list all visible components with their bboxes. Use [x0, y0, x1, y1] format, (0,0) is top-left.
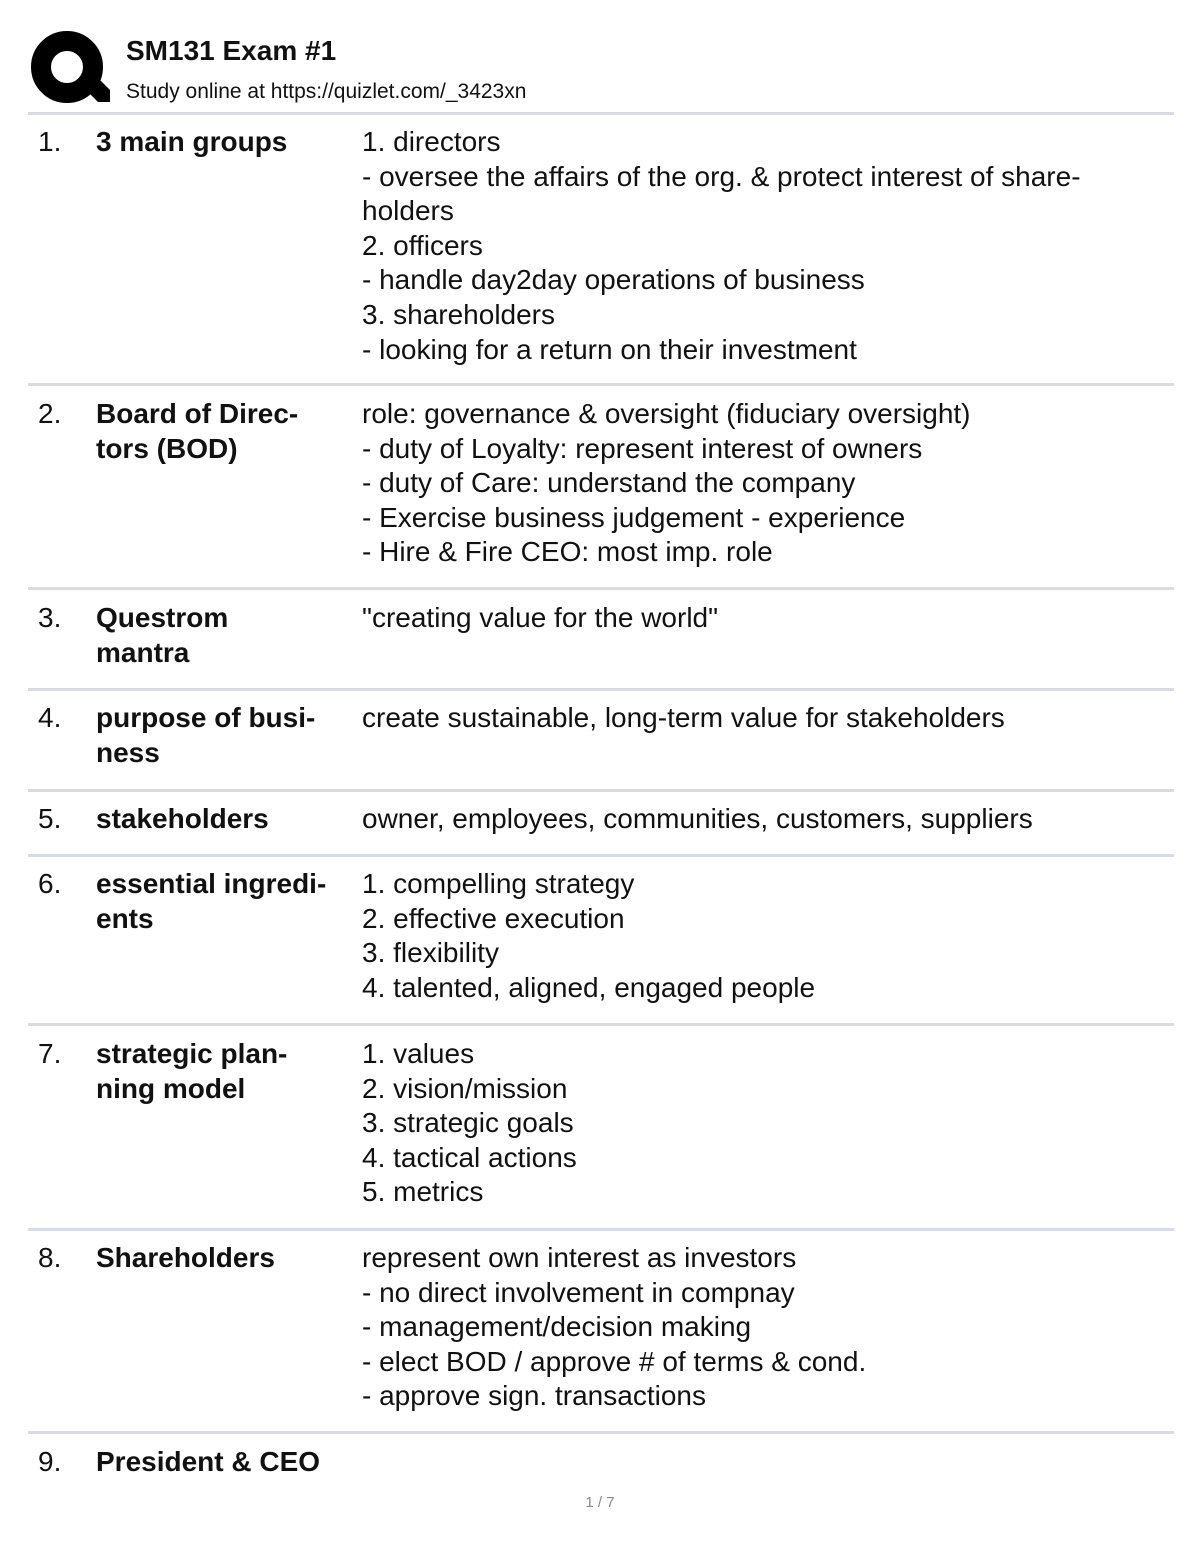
card-term: purpose of busi- ness	[96, 702, 316, 768]
card-definition: represent own interest as investors - no direct involvement in compnay - management/decision making - elect BOD / approve # of terms & cond. - approve sign. transactions	[362, 1242, 867, 1412]
divider	[28, 854, 1174, 857]
card-definition: 1. values 2. vision/mission 3. strategic goals 4. tactical actions 5. metrics	[362, 1038, 577, 1208]
card-term: stakeholders	[96, 803, 269, 834]
card-term: Questrom mantra	[96, 602, 229, 668]
card-definition: role: governance & oversight (fiduciary oversight) - duty of Loyalty: represent interest of owners - duty of Care: understand the company - Exercise business judgement - experience - Hire & Fire CEO: most imp. role	[362, 398, 971, 568]
card-term: Shareholders	[96, 1242, 275, 1273]
card-number: 7.	[38, 1038, 62, 1069]
divider	[28, 789, 1174, 792]
card-term: President & CEO	[96, 1446, 321, 1477]
card-number: 5.	[38, 803, 62, 834]
card-number: 3.	[38, 602, 62, 633]
card-definition: 1. directors - oversee the affairs of the org. & protect interest of share- holders 2. officers - handle day2day operations of business 3. shareholders - looking for a return on their investment	[362, 126, 1081, 365]
card-number: 8.	[38, 1242, 62, 1273]
card-number: 9.	[38, 1446, 62, 1477]
divider	[28, 688, 1174, 691]
divider	[28, 1023, 1174, 1026]
card-number: 2.	[38, 398, 62, 429]
document-title: SM131 Exam #1	[126, 35, 337, 66]
card-term: essential ingredi- ents	[96, 868, 327, 934]
page-number: 1 / 7	[585, 1494, 615, 1511]
card-definition: create sustainable, long-term value for stakeholders	[362, 702, 1005, 733]
card-term: 3 main groups	[96, 126, 288, 157]
document-header	[28, 28, 1174, 110]
card-number: 1.	[38, 126, 62, 157]
card-definition: 1. compelling strategy 2. effective execution 3. flexibility 4. talented, aligned, engaged people	[362, 868, 816, 1003]
quizlet-logo-icon	[30, 30, 110, 110]
card-number: 4.	[38, 702, 62, 733]
divider	[28, 383, 1174, 386]
divider	[28, 1228, 1174, 1231]
card-definition: owner, employees, communities, customers, suppliers	[362, 803, 1033, 834]
card-term: strategic plan- ning model	[96, 1038, 288, 1104]
study-online-link[interactable]: Study online at https://quizlet.com/_3423xn	[126, 80, 527, 103]
divider	[28, 112, 1174, 115]
divider	[28, 1431, 1174, 1434]
card-definition: "creating value for the world"	[362, 602, 719, 633]
card-term: Board of Direc- tors (BOD)	[96, 398, 299, 464]
card-number: 6.	[38, 868, 62, 899]
divider	[28, 587, 1174, 590]
